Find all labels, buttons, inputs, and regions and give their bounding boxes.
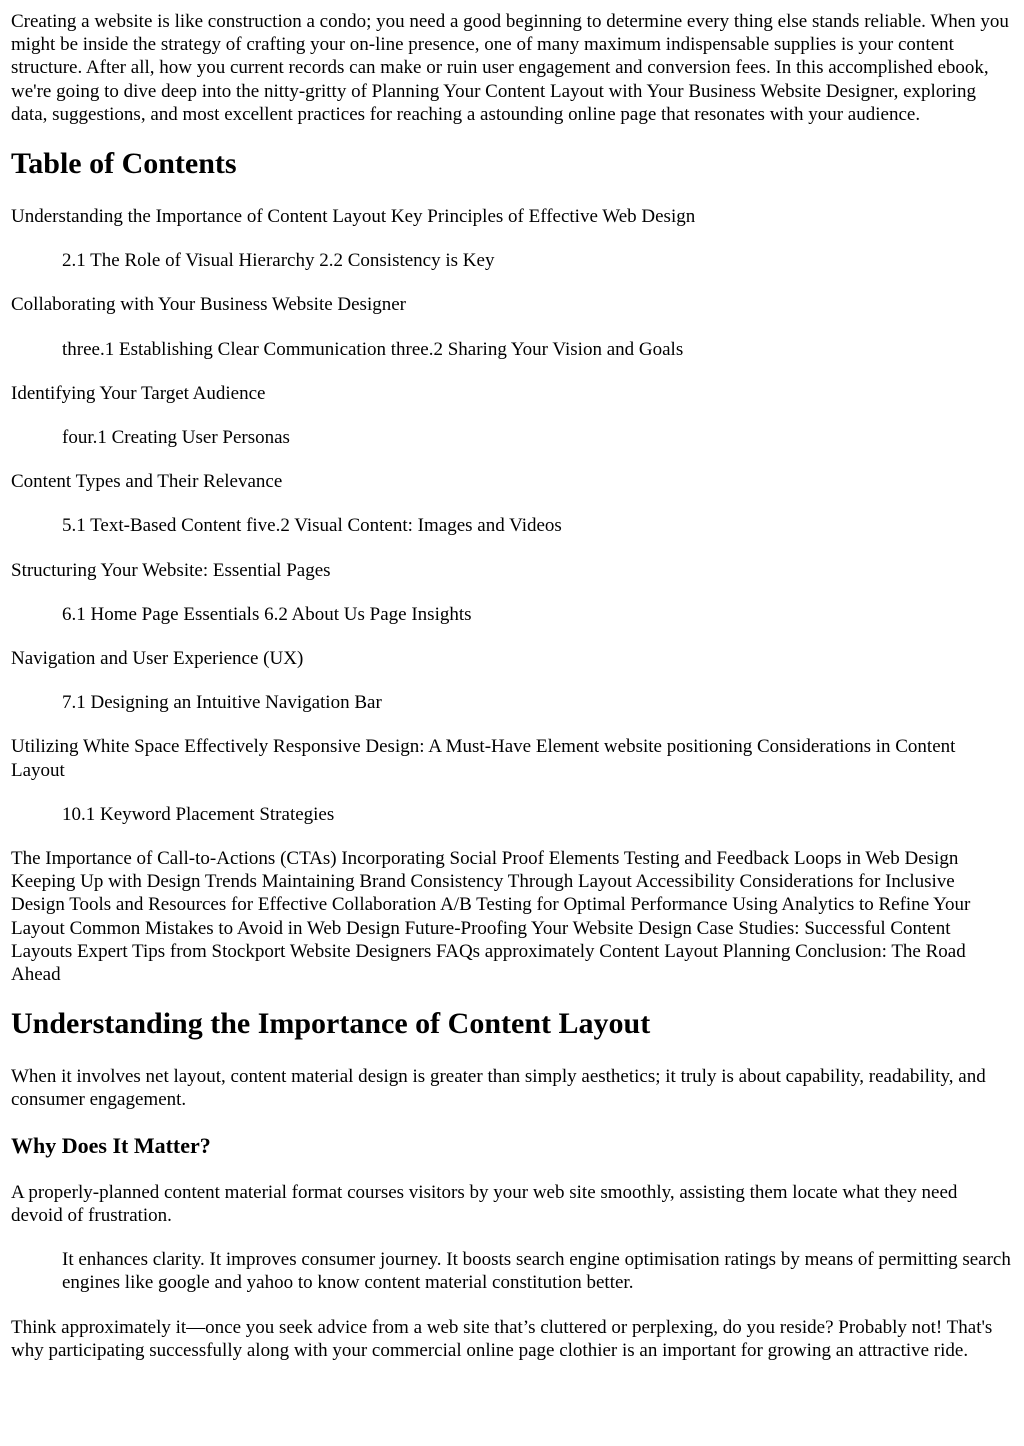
toc-subitem: 10.1 Keyword Placement Strategies [62, 803, 335, 825]
toc-item: Utilizing White Space Effectively Responsive Design: A Must-Have Element website positioning Considerations in Content Layout [11, 736, 956, 781]
toc-subitem: three.1 Establishing Clear Communication three.2 Sharing Your Vision and Goals [62, 338, 684, 360]
toc-item: Collaborating with Your Business Website Designer [11, 294, 406, 316]
toc-item: The Importance of Call-to-Actions (CTAs) Incorporating Social Proof Elements Testing and Feedback Loops in Web Design Keeping Up with Design Trends Maintaining Brand Consistency Through Layout Accessibility Considerations for Inclusive Design Tools and Resources for Effective Collaboration A/B Testing for Optimal Performance Using Analytics to Refine Your Layout Common Mistakes to Avoid in Web Design Future-Proofing Your Website Design Case Studies: Successful Content Layouts Expert Tips from Stockport Website Designers FAQs approximately Content Layout Planning Conclusion: The Road Ahead [11, 848, 971, 986]
toc-subitem: 7.1 Designing an Intuitive Navigation Bar [62, 692, 382, 714]
quote-block: It enhances clarity. It improves consumer journey. It boosts search engine optimisation ratings by means of permitting search engines like google and yahoo to know content material constitution better. [62, 1249, 1011, 1294]
section-subheading: Why Does It Matter? [11, 1132, 211, 1158]
toc-item: Identifying Your Target Audience [11, 382, 266, 404]
section-heading: Understanding the Importance of Content Layout [11, 1007, 651, 1041]
toc-subitem: four.1 Creating User Personas [62, 427, 290, 449]
toc-subitem: 2.1 The Role of Visual Hierarchy 2.2 Consistency is Key [62, 250, 495, 272]
toc-item: Content Types and Their Relevance [11, 471, 283, 493]
section-paragraph: When it involves net layout, content material design is greater than simply aesthetics; it truly is about capability, readability, and consumer engagement. [11, 1066, 986, 1111]
section-paragraph: Think approximately it—once you seek advice from a web site that’s cluttered or perplexing, do you reside? Probably not! That's why participating successfully along with your commercial online page clothier is an important for growing an attractive ride. [11, 1316, 993, 1361]
intro-paragraph: Creating a website is like construction a condo; you need a good beginning to determine every thing else stands reliable. When you might be inside the strategy of crafting your on-line presence, one of many maximum indispensable supplies is your content structure. After all, how you current records can make or ruin user engagement and conversion fees. In this accomplished ebook, we're going to dive deep into the nitty-gritty of Planning Your Content Layout with Your Business Website Designer, exploring data, suggestions, and most excellent practices for reaching a astounding online page that resonates with your audience. [11, 11, 1009, 125]
toc-item: Navigation and User Experience (UX) [11, 648, 304, 670]
toc-item: Structuring Your Website: Essential Pages [11, 559, 331, 581]
section-paragraph: A properly-planned content material format courses visitors by your web site smoothly, assisting them locate what they need devoid of frustration. [11, 1181, 958, 1226]
toc-heading: Table of Contents [11, 147, 237, 181]
toc-subitem: 6.1 Home Page Essentials 6.2 About Us Page Insights [62, 603, 472, 625]
table-of-contents [11, 205, 1013, 986]
toc-subitem: 5.1 Text-Based Content five.2 Visual Content: Images and Videos [62, 515, 562, 537]
toc-item: Understanding the Importance of Content Layout Key Principles of Effective Web Design [11, 206, 696, 228]
